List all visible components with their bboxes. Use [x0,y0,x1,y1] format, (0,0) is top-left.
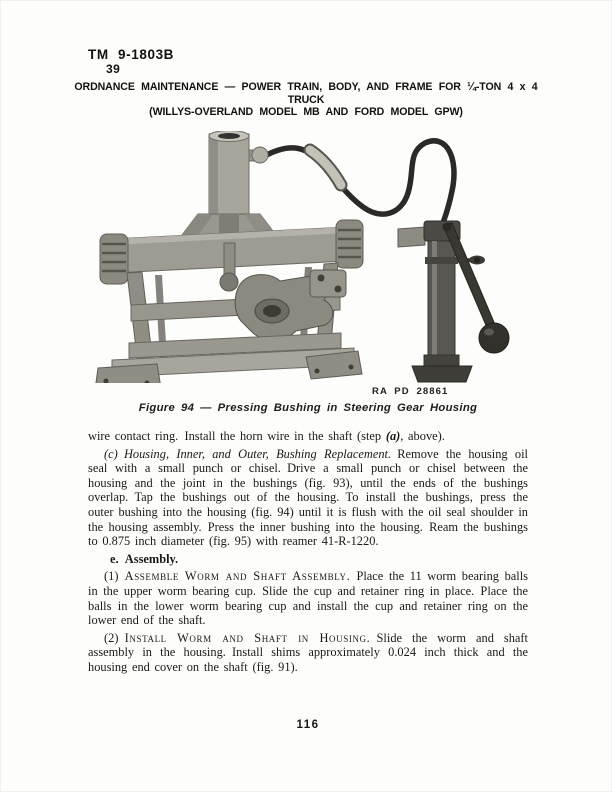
page-number: 116 [296,719,320,731]
text-segment: (2) [104,630,125,645]
text-segment: Assemble Worm and Shaft Assembly. [124,569,351,584]
tm-number: TM 9-1803B [88,47,175,62]
document-title-line2: (WILLYS-OVERLAND MODEL MB AND FORD MODEL GPW) [149,106,463,118]
text-segment: (c) Housing, Inner, and Outer, Bushing Replacement. [104,446,392,461]
hydraulic-hose [245,141,454,226]
document-title [60,81,552,119]
photo-credit: RA PD 28861 [372,386,449,397]
hydraulic-pump-illustration [398,221,509,382]
text-segment: Remove the housing oil seal with a small punch or chisel. Drive a small punch or chisel between the housing and the joint in the bushings (fig. 93), until the ends of the bushings overlap. Tap the bushings out of the housing. To install the bushings, press the outer bushing into the housing (fig. 94) until it is flush with the oil seal shoulder in the housing assembly. Press the inner bushing into the housing. Ream the bushings to 0.875 inch diameter (fig. 95) with reamer 41-R-1220. [88,446,528,549]
text-segment: e. Assembly. [110,551,179,566]
text-segment: Install Worm and Shaft in Housing. [124,630,371,645]
text-segment: wire contact ring. Install the horn wire in the shaft (step [88,429,386,443]
text-segment: Slide the worm and shaft assembly in the housing. Install shims approximately 0.024 inch thick and the housing end cover on the shaft (fig. 91). [88,630,529,674]
document-title-line1: ORDNANCE MAINTENANCE — POWER TRAIN, BODY, AND FRAME FOR ¼-TON 4 x 4 TRUCK [74,81,538,106]
paragraph [88,429,528,444]
tm-sub-number: 39 [106,62,121,76]
paragraph [88,447,528,549]
section-heading [88,552,528,567]
tm-number-block [88,48,174,76]
text-segment: (a) [385,429,401,443]
text-segment: Place the 11 worm bearing balls in the upper worm bearing cup. Slide the cup and retainer ring in place. Place the balls in the lower worm bearing cup and install the cup and retainer ring on the lower end of the shaft. [88,569,528,628]
paragraph [88,569,528,627]
body-text [88,429,528,675]
text-segment: (1) [104,569,125,584]
text-segment: , above). [400,429,445,443]
figure-caption: Figure 94 — Pressing Bushing in Steering Gear Housing [138,402,478,414]
paragraph [88,631,528,675]
figure-94-photo [95,131,540,383]
